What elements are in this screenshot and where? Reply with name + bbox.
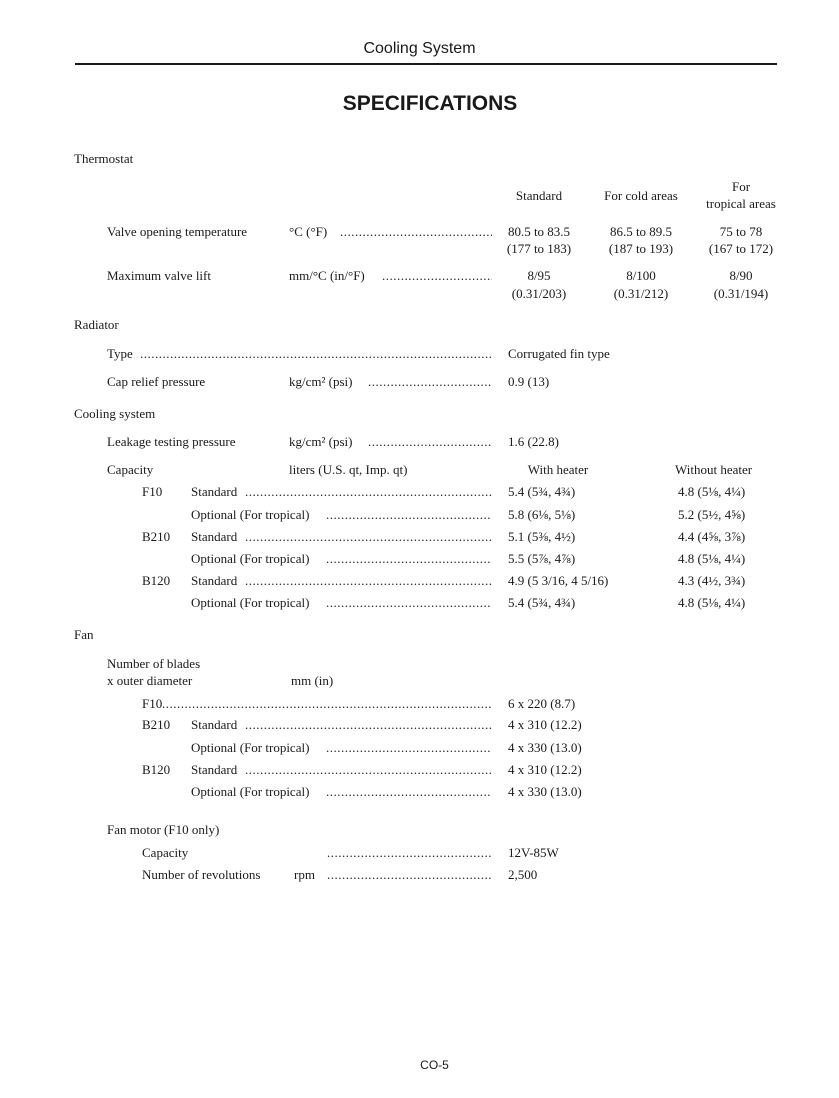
variant-label: Standard — [191, 573, 238, 588]
leakage-label: Leakage testing pressure — [107, 434, 236, 449]
variant-label: Standard — [191, 717, 238, 732]
leader-dots — [245, 717, 492, 733]
leader-dots — [368, 434, 492, 450]
leader-dots — [245, 762, 492, 778]
leader-dots — [326, 595, 492, 611]
blades-label-line1: Number of blades — [107, 656, 201, 671]
valve-opening-standard-f: (177 to 183) — [506, 241, 572, 256]
max-lift-label: Maximum valve lift — [107, 268, 211, 283]
leakage-unit: kg/cm² (psi) — [289, 434, 353, 449]
model-label: F10 — [142, 696, 163, 711]
leader-dots — [245, 529, 492, 545]
thermostat-heading: Thermostat — [74, 151, 134, 166]
motor-capacity-label: Capacity — [142, 845, 189, 860]
header-rule — [75, 63, 777, 65]
leader-dots — [326, 740, 492, 756]
model-label: F10 — [142, 484, 163, 499]
radiator-type-value: Corrugated fin type — [508, 346, 610, 361]
cap-relief-unit: kg/cm² (psi) — [289, 374, 353, 389]
page-title: SPECIFICATIONS — [342, 92, 518, 115]
variant-label: Optional (For tropical) — [191, 595, 310, 610]
radiator-type-label: Type — [107, 346, 133, 361]
valve-opening-tropical-f: (167 to 172) — [708, 241, 774, 256]
capacity-unit: liters (U.S. qt, Imp. qt) — [289, 462, 408, 477]
valve-opening-unit: °C (°F) — [289, 224, 328, 239]
leader-dots — [245, 573, 492, 589]
fan-motor-heading: Fan motor (F10 only) — [107, 822, 220, 837]
fan-heading: Fan — [74, 627, 94, 642]
leader-dots — [326, 784, 492, 800]
page-number: CO-5 — [420, 1058, 449, 1072]
valve-opening-cold: 86.5 to 89.5 — [609, 224, 673, 239]
radiator-heading: Radiator — [74, 317, 119, 332]
model-label: B210 — [142, 529, 171, 544]
fan-value: 4 x 310 (12.2) — [508, 762, 582, 777]
with-heater-value: 5.4 (5¾, 4¾) — [508, 595, 576, 610]
variant-label: Optional (For tropical) — [191, 507, 310, 522]
cap-relief-label: Cap relief pressure — [107, 374, 206, 389]
motor-revolutions-unit: rpm — [294, 867, 315, 882]
valve-opening-cold-f: (187 to 193) — [608, 241, 674, 256]
leader-dots — [326, 507, 492, 523]
motor-revolutions-value: 2,500 — [508, 867, 538, 882]
leader-dots — [368, 374, 492, 390]
with-heater-value: 5.5 (5⅞, 4⅞) — [508, 551, 576, 566]
without-heater-value: 5.2 (5½, 4⅝) — [678, 507, 746, 522]
variant-label: Optional (For tropical) — [191, 740, 310, 755]
motor-capacity-value: 12V-85W — [508, 845, 559, 860]
capacity-label: Capacity — [107, 462, 154, 477]
leader-dots — [140, 346, 492, 362]
col-tropical-line2: tropical areas — [706, 196, 776, 211]
variant-label: Optional (For tropical) — [191, 551, 310, 566]
variant-label: Standard — [191, 484, 238, 499]
with-heater-value: 5.4 (5¾, 4¾) — [508, 484, 576, 499]
leader-dots — [162, 696, 492, 712]
col-standard: Standard — [515, 188, 563, 203]
valve-opening-standard: 80.5 to 83.5 — [507, 224, 571, 239]
fan-value: 6 x 220 (8.7) — [508, 696, 576, 711]
max-lift-standard: 8/95 — [527, 268, 551, 283]
cooling-heading: Cooling system — [74, 406, 156, 421]
without-heater-value: 4.4 (4⅝, 3⅞) — [678, 529, 746, 544]
fan-value: 4 x 330 (13.0) — [508, 784, 582, 799]
max-lift-standard-in: (0.31/203) — [511, 286, 567, 301]
max-lift-cold-in: (0.31/212) — [613, 286, 669, 301]
model-label: B210 — [142, 717, 171, 732]
variant-label: Optional (For tropical) — [191, 784, 310, 799]
with-heater-value: 5.8 (6⅛, 5⅛) — [508, 507, 576, 522]
motor-revolutions-label: Number of revolutions — [142, 867, 261, 882]
valve-opening-tropical: 75 to 78 — [719, 224, 763, 239]
col-with-heater: With heater — [527, 462, 589, 477]
leader-dots — [245, 484, 492, 500]
model-label: B120 — [142, 573, 171, 588]
blades-unit: mm (in) — [291, 673, 334, 688]
variant-label: Standard — [191, 762, 238, 777]
with-heater-value: 4.9 (5 3/16, 4 5/16) — [508, 573, 609, 588]
without-heater-value: 4.8 (5⅛, 4¼) — [678, 595, 746, 610]
cap-relief-value: 0.9 (13) — [508, 374, 550, 389]
section-header: Cooling System — [363, 40, 476, 57]
leakage-value: 1.6 (22.8) — [508, 434, 559, 449]
col-tropical-line1: For — [731, 179, 751, 194]
col-cold-areas: For cold areas — [604, 188, 678, 203]
without-heater-value: 4.8 (5⅛, 4¼) — [678, 551, 746, 566]
leader-dots — [326, 551, 492, 567]
max-lift-tropical: 8/90 — [729, 268, 753, 283]
max-lift-cold: 8/100 — [626, 268, 656, 283]
model-label: B120 — [142, 762, 171, 777]
fan-value: 4 x 330 (13.0) — [508, 740, 582, 755]
max-lift-tropical-in: (0.31/194) — [713, 286, 769, 301]
leader-dots — [340, 224, 492, 240]
blades-label-line2: x outer diameter — [107, 673, 193, 688]
leader-dots — [327, 845, 492, 861]
with-heater-value: 5.1 (5⅜, 4½) — [508, 529, 576, 544]
variant-label: Standard — [191, 529, 238, 544]
fan-value: 4 x 310 (12.2) — [508, 717, 582, 732]
col-without-heater: Without heater — [675, 462, 753, 477]
leader-dots — [327, 867, 492, 883]
valve-opening-label: Valve opening temperature — [107, 224, 248, 239]
max-lift-unit: mm/°C (in/°F) — [289, 268, 365, 283]
without-heater-value: 4.8 (5⅛, 4¼) — [678, 484, 746, 499]
without-heater-value: 4.3 (4½, 3¾) — [678, 573, 746, 588]
leader-dots — [382, 268, 492, 284]
